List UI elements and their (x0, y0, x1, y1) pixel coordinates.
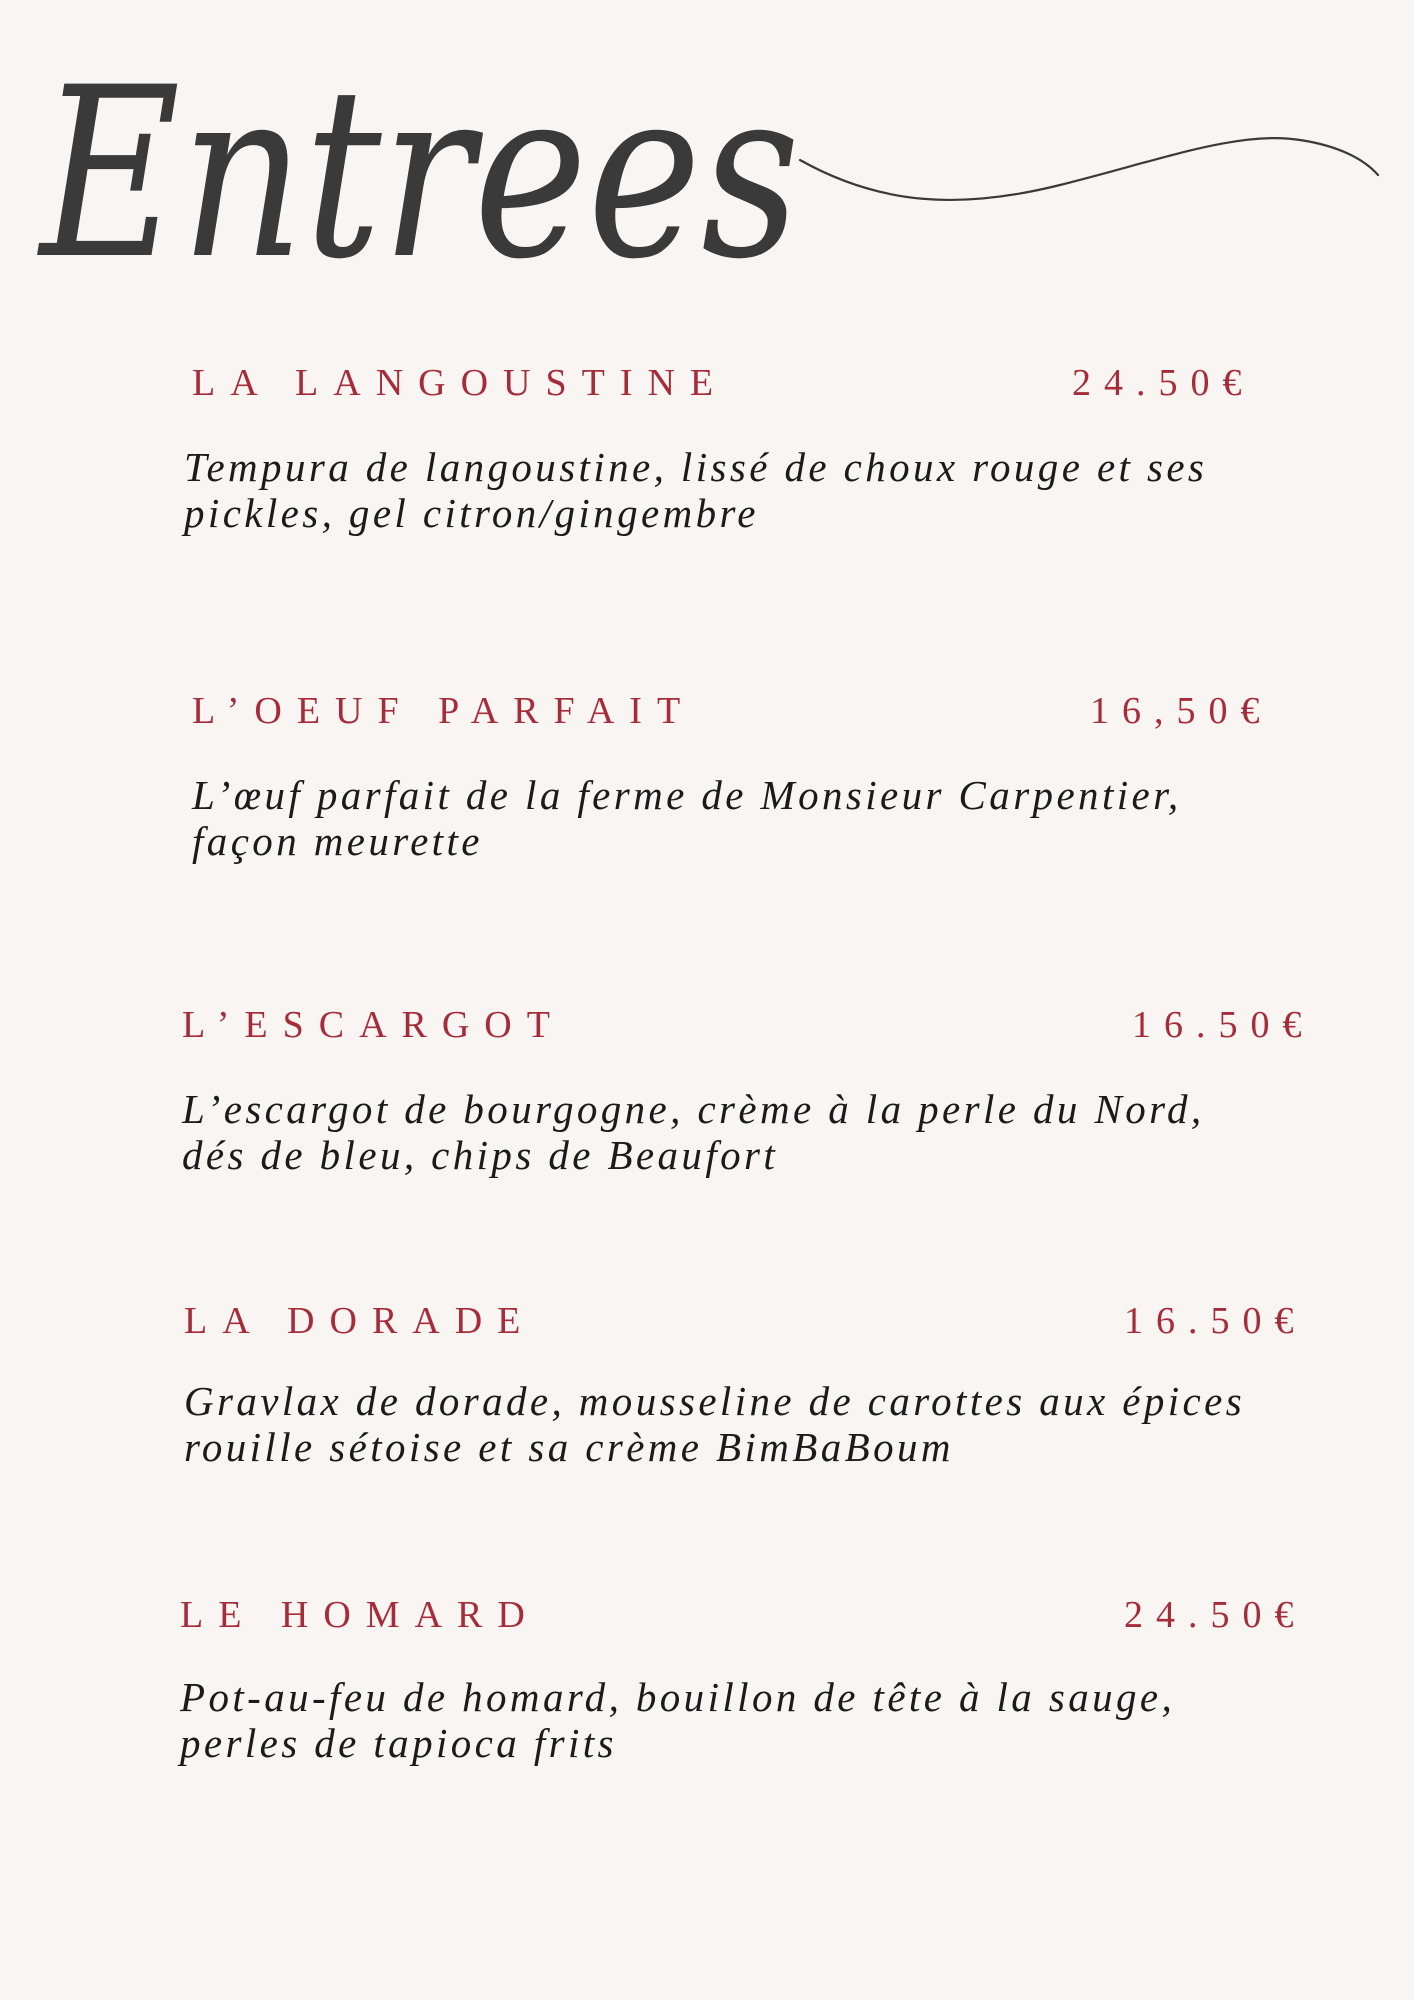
item-price: 16.50€ (1132, 1004, 1315, 1046)
item-description (180, 1674, 1360, 1766)
description-line: rouille sétoise et sa crème BimBaBoum (184, 1424, 954, 1470)
description-line: Gravlax de dorade, mousseline de carottes aux épices (184, 1378, 1246, 1424)
item-price: 24.50€ (1072, 362, 1255, 404)
script-title (0, 0, 1414, 330)
description-line: L’escargot de bourgogne, crème à la perle du Nord, (182, 1086, 1205, 1132)
item-description (184, 1378, 1364, 1470)
menu-item (0, 1596, 1414, 1796)
description-line: perles de tapioca frits (180, 1720, 617, 1766)
description-line: façon meurette (192, 818, 483, 864)
item-name: L’ESCARGOT (182, 1004, 565, 1046)
menu-item (0, 1006, 1414, 1206)
menu-title-block (0, 0, 1414, 330)
item-name: LE HOMARD (180, 1594, 540, 1636)
menu-item (0, 1302, 1414, 1502)
item-description (182, 1086, 1362, 1178)
item-name: LA LANGOUSTINE (192, 362, 729, 404)
item-price: 16,50€ (1090, 690, 1273, 732)
description-line: Tempura de langoustine, lissé de choux rouge et ses (184, 444, 1208, 490)
description-line: pickles, gel citron/gingembre (184, 490, 759, 536)
description-line: L’œuf parfait de la ferme de Monsieur Carpentier, (192, 772, 1182, 818)
item-price: 16.50€ (1124, 1300, 1307, 1342)
item-name: L’OEUF PARFAIT (192, 690, 696, 732)
description-line: Pot-au-feu de homard, bouillon de tête à la sauge, (180, 1674, 1176, 1720)
item-price: 24.50€ (1124, 1594, 1307, 1636)
item-description (192, 772, 1372, 864)
title-flourish (800, 138, 1378, 200)
item-description (184, 444, 1364, 536)
item-name: LA DORADE (184, 1300, 536, 1342)
description-line: dés de bleu, chips de Beaufort (182, 1132, 779, 1178)
menu-item (0, 364, 1414, 564)
page-title: Entrees (36, 38, 800, 311)
menu-item (0, 692, 1414, 892)
